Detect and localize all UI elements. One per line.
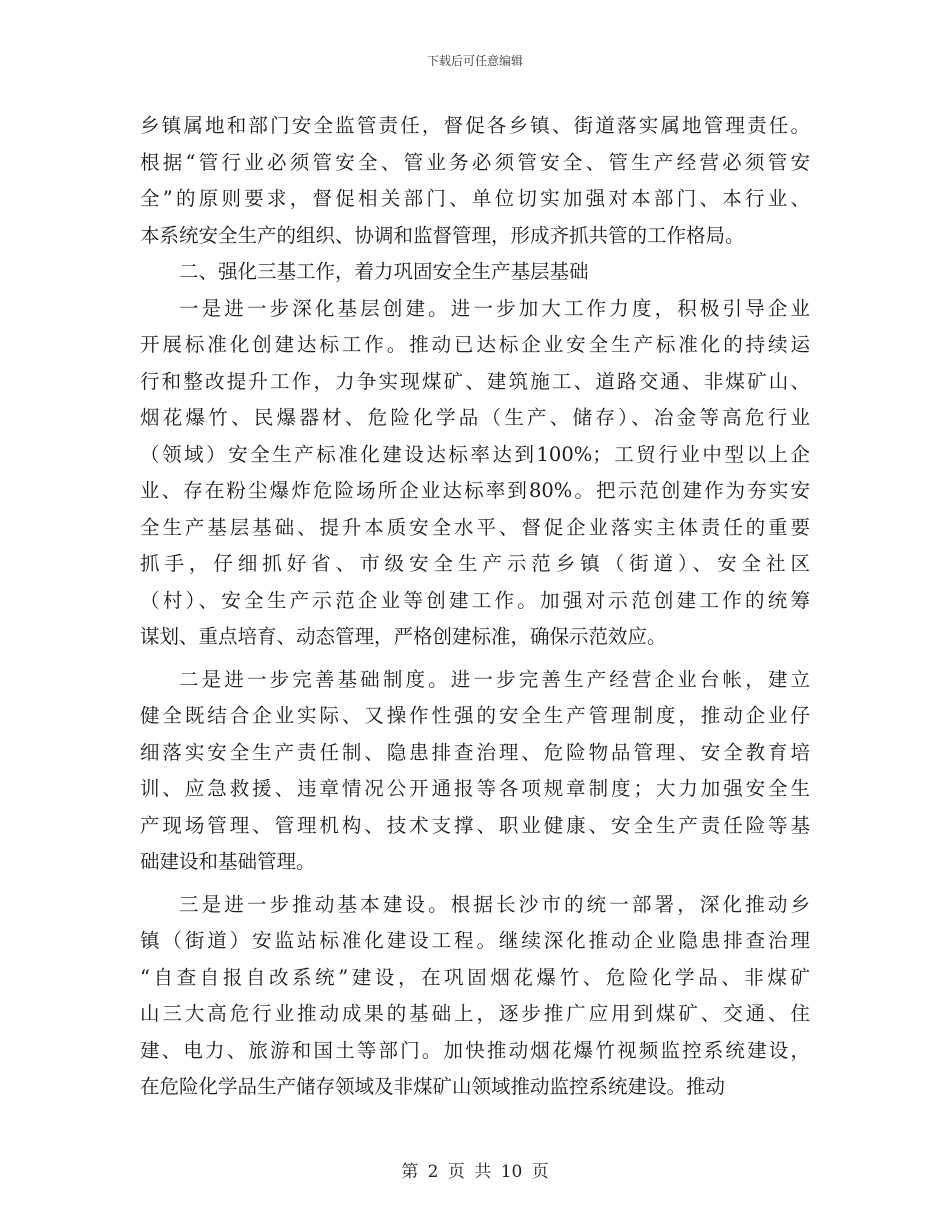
text-line: 全”的原则要求，督促相关部门、单位切实加强对本部门、本行业、 <box>140 187 810 210</box>
page-header-note: 下载后可任意编辑 <box>426 54 523 68</box>
text-line: 二、强化三基工作，着力巩固安全生产基层基础 <box>179 260 589 283</box>
text-line: 建、电力、旅游和国土等部门。加快推动烟花爆竹视频监控系统建设， <box>140 1038 810 1062</box>
text-line: 础建设和基础管理。 <box>140 850 316 873</box>
text-line: “自查自报自改系统”建设，在巩固烟花爆竹、危险化学品、非煤矿 <box>140 965 810 989</box>
text-line: 根据“管行业必须管安全、管业务必须管安全、管生产经营必须管安 <box>140 150 810 174</box>
text-line: 业、存在粉尘爆炸危险场所企业达标率到80%。把示范创建作为夯实安 <box>140 479 810 502</box>
text-line: 三是进一步推动基本建设。根据长沙市的统一部署，深化推动乡 <box>179 892 810 916</box>
text-line: 产现场管理、管理机构、技术支撑、职业健康、安全生产责任险等基 <box>140 813 810 837</box>
text-line: （领域）安全生产标准化建设达标率达到100%；工贸行业中型以上企 <box>140 442 810 466</box>
text-line: 乡镇属地和部门安全监管责任，督促各乡镇、街道落实属地管理责任。 <box>140 114 810 137</box>
text-line: 镇（街道）安监站标准化建设工程。继续深化推动企业隐患排查治理 <box>140 929 810 952</box>
paragraph <box>140 887 810 1106</box>
text-line: 细落实安全生产责任制、隐患排查治理、危险物品管理、安全教育培 <box>140 740 810 764</box>
text-line: 行和整改提升工作，力争实现煤矿、建筑施工、道路交通、非煤矿山、 <box>140 369 810 393</box>
text-line: 健全既结合企业实际、又操作性强的安全生产管理制度，推动企业仔 <box>140 704 810 727</box>
text-line: 烟花爆竹、民爆器材、危险化学品（生产、储存）、冶金等高危行业 <box>140 406 810 429</box>
text-line: 山三大高危行业推动成果的基础上，逐步推广应用到煤矿、交通、住 <box>140 1002 810 1025</box>
text-line: 谋划、重点培育、动态管理，严格创建标准，确保示范效应。 <box>140 625 667 648</box>
text-line: 抓手，仔细抓好省、市级安全生产示范乡镇（街道）、安全社区 <box>140 552 810 575</box>
text-line: 本系统安全生产的组织、协调和监督管理，形成齐抓共管的工作格局。 <box>140 223 745 247</box>
text-line: （村）、安全生产示范企业等创建工作。加强对示范创建工作的统筹 <box>140 588 810 612</box>
text-line: 全生产基层基础、提升本质安全水平、督促企业落实主体责任的重要 <box>140 515 810 539</box>
text-line: 训、应急救援、违章情况公开通报等各项规章制度；大力加强安全生 <box>140 777 810 800</box>
text-line: 开展标准化创建达标工作。推动已达标企业安全生产标准化的持续运 <box>140 333 810 356</box>
page-number-footer: 第 2 页 共 10 页 <box>401 1162 549 1182</box>
text-line: 在危险化学品生产储存领域及非煤矿山领域推动监控系统建设。推动 <box>140 1075 726 1098</box>
paragraph <box>140 662 810 881</box>
text-line: 一是进一步深化基层创建。进一步加大工作力度，积极引导企业 <box>179 296 810 320</box>
paragraph <box>140 108 810 254</box>
text-line: 二是进一步完善基础制度。进一步完善生产经营企业台帐，建立 <box>179 667 810 691</box>
paragraph <box>140 291 810 656</box>
document-body <box>140 108 810 1106</box>
paragraph <box>140 254 810 291</box>
